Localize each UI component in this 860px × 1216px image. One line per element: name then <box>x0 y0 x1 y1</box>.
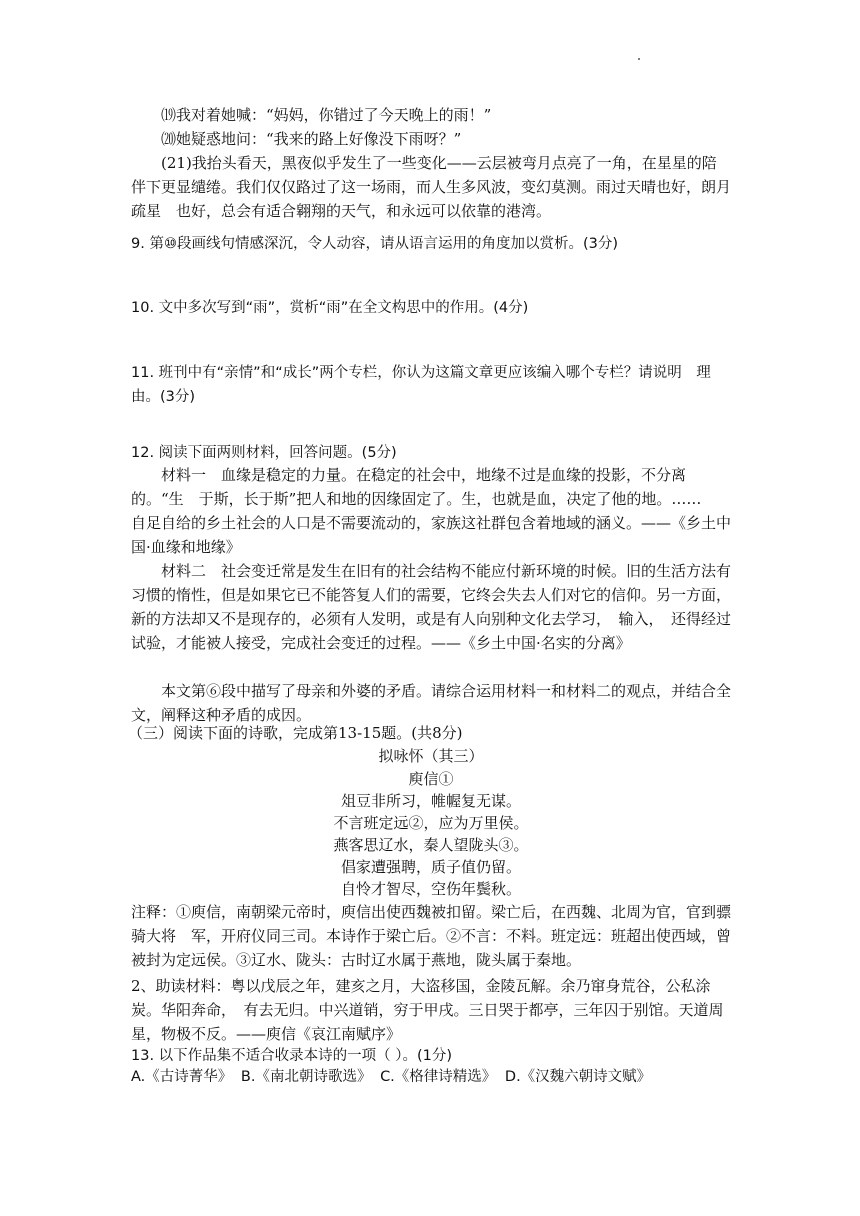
poem-notes: 注释：①庾信，南朝梁元帝时，庾信出使西魏被扣留。梁亡后，在西魏、北周为官，官到骠骑大将 军，开府仪同三司。本诗作于梁亡后。②不言：不料。班定远：班超出使西域，曾被封为定远侯。③辽水、陇头：古时辽水属于燕地，陇头属于秦地。 <box>131 903 732 969</box>
poem-title: 拟咏怀（其三） <box>378 747 484 765</box>
option-c: C.《格律诗精选》 <box>380 1069 497 1085</box>
option-a: A.《古诗菁华》 <box>131 1069 233 1085</box>
poem-line: 俎豆非所习，帷幄复无谋。 <box>340 792 521 810</box>
paragraph-21: (21)我抬头看天，黑夜似乎发生了一些变化——云层被弯月点亮了一角，在星星的陪伴下更显缱绻。我们仅仅路过了这一场雨，而人生多风波，变幻莫测。雨过天晴也好，朗月疏星 也好，总会有适合翱翔的天气，和永远可以依靠的港湾。 <box>131 154 732 220</box>
poem-line: 燕客思辽水，秦人望陇头③。 <box>333 836 529 854</box>
paragraph-19: ⒆我对着她喊：“妈妈，你错过了今天晚上的雨！” <box>161 106 492 124</box>
poem-line: 自怜才智尽，空伤年鬓秋。 <box>340 880 521 898</box>
material-one: 材料一 血缘是稳定的力量。在稳定的社会中，地缘不过是血缘的投影，不分离的。“生 于斯，长于斯”把人和地的因缘固定了。生，也就是血，决定了他的地。…… 自足自给的乡土社会的人口是不需要流动的，家族这社群包含着地域的涵义。——《乡土中国·血缘和地缘》 <box>131 466 732 556</box>
poem-author: 庾信① <box>408 770 454 788</box>
question-12-prompt: 本文第⑥段中描写了母亲和外婆的矛盾。请综合运用材料一和材料二的观点，并结合全文，阐释这种矛盾的成因。 <box>131 682 732 724</box>
option-b: B.《南北朝诗歌选》 <box>240 1069 372 1085</box>
question-13-options <box>131 1066 751 1088</box>
option-d: D.《汉魏六朝诗文赋》 <box>504 1069 652 1085</box>
section-3-heading: （三）阅读下面的诗歌，完成第13-15题。(共8分) <box>128 724 463 742</box>
question-9: 9. 第⑩段画线句情感深沉，令人动容，请从语言运用的角度加以赏析。(3分) <box>131 236 618 252</box>
paragraph-20: ⒇她疑惑地问：“我来的路上好像没下雨呀？” <box>161 130 462 148</box>
question-12: 12. 阅读下面两则材料，回答问题。(5分) <box>131 445 397 461</box>
question-11: 11. 班刊中有“亲情”和“成长”两个专栏，你认为这篇文章更应该编入哪个专栏？请说明 理由。(3分) <box>131 365 711 405</box>
material-two: 材料二 社会变迁常是发生在旧有的社会结构不能应付新环境的时候。旧的生活方法有习惯的惰性，但是如果它已不能答复人们的需要，它终会失去人们对它的信仰。另一方面，新的方法却又不是现存的，必须有人发明，或是有人向别种文化去学习， 输入， 还得经过试验，才能被人接受，完成社会变迁的过程。——《乡土中国·名实的分离》 <box>131 562 732 652</box>
page-mark <box>638 58 640 60</box>
reading-aid: 2、助读材料：粤以戊辰之年，建亥之月，大盗移国，金陵瓦解。余乃窜身荒谷，公私涂炭。华阳奔命， 有去无归。中兴道销，穷于甲戌。三日哭于都亭，三年囚于别馆。天道周星，物极不反。——庾信《哀江南赋序》 <box>131 977 724 1043</box>
poem-line: 不言班定远②，应为万里侯。 <box>333 814 529 832</box>
question-10: 10. 文中多次写到“雨”，赏析“雨”在全文构思中的作用。(4分) <box>131 300 529 316</box>
question-13: 13. 以下作品集不适合收录本诗的一项（ ）。(1分) <box>131 1048 453 1064</box>
poem-line: 倡家遭强聘，质子值仍留。 <box>340 858 521 876</box>
